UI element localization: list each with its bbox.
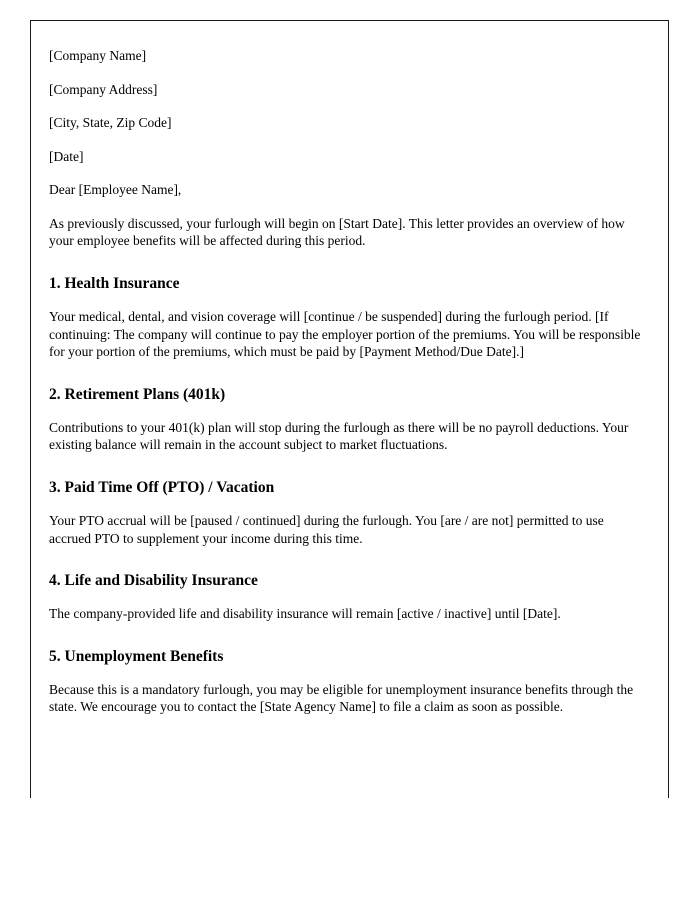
section-heading-life-disability-insurance: 4. Life and Disability Insurance [49, 572, 258, 590]
company-address-line: [Company Address] [49, 81, 158, 97]
section-body-unemployment-benefits: Because this is a mandatory furlough, you may be eligible for unemployment insurance benefits through the state. We encourage you to contact the [State Agency Name] to file a claim as soon as possible. [49, 681, 634, 715]
section-body-retirement-plans: Contributions to your 401(k) plan will stop during the furlough as there will be no payroll deductions. Your existing balance will remain in the account subject to market fluctuations. [49, 419, 629, 453]
city-state-zip-line: [City, State, Zip Code] [49, 115, 172, 131]
section-heading-unemployment-benefits: 5. Unemployment Benefits [49, 647, 224, 665]
intro-paragraph: As previously discussed, your furlough will begin on [Start Date]. This letter provides an overview of how your employee benefits will be affected during this period. [49, 215, 625, 249]
letter-page [30, 20, 669, 798]
section-heading-health-insurance: 1. Health Insurance [49, 274, 180, 292]
date-line: [Date] [49, 148, 84, 164]
section-body-life-disability-insurance: The company-provided life and disability insurance will remain [active / inactive] until [Date]. [49, 606, 561, 622]
company-name-line: [Company Name] [49, 48, 147, 63]
section-body-pto-vacation: Your PTO accrual will be [paused / continued] during the furlough. You [are / are not] permitted to use accrued PTO to supplement your income during this time. [49, 512, 604, 546]
section-body-health-insurance: Your medical, dental, and vision coverage will [continue / be suspended] during the furlough period. [If continuing: The company will continue to pay the employer portion of the premiums. You will be responsible for your portion of the premiums, which must be paid by [Payment Method/Due Date].] [49, 308, 641, 360]
section-heading-retirement-plans: 2. Retirement Plans (401k) [49, 385, 226, 403]
salutation: Dear [Employee Name], [49, 182, 182, 198]
section-heading-pto-vacation: 3. Paid Time Off (PTO) / Vacation [49, 478, 275, 496]
